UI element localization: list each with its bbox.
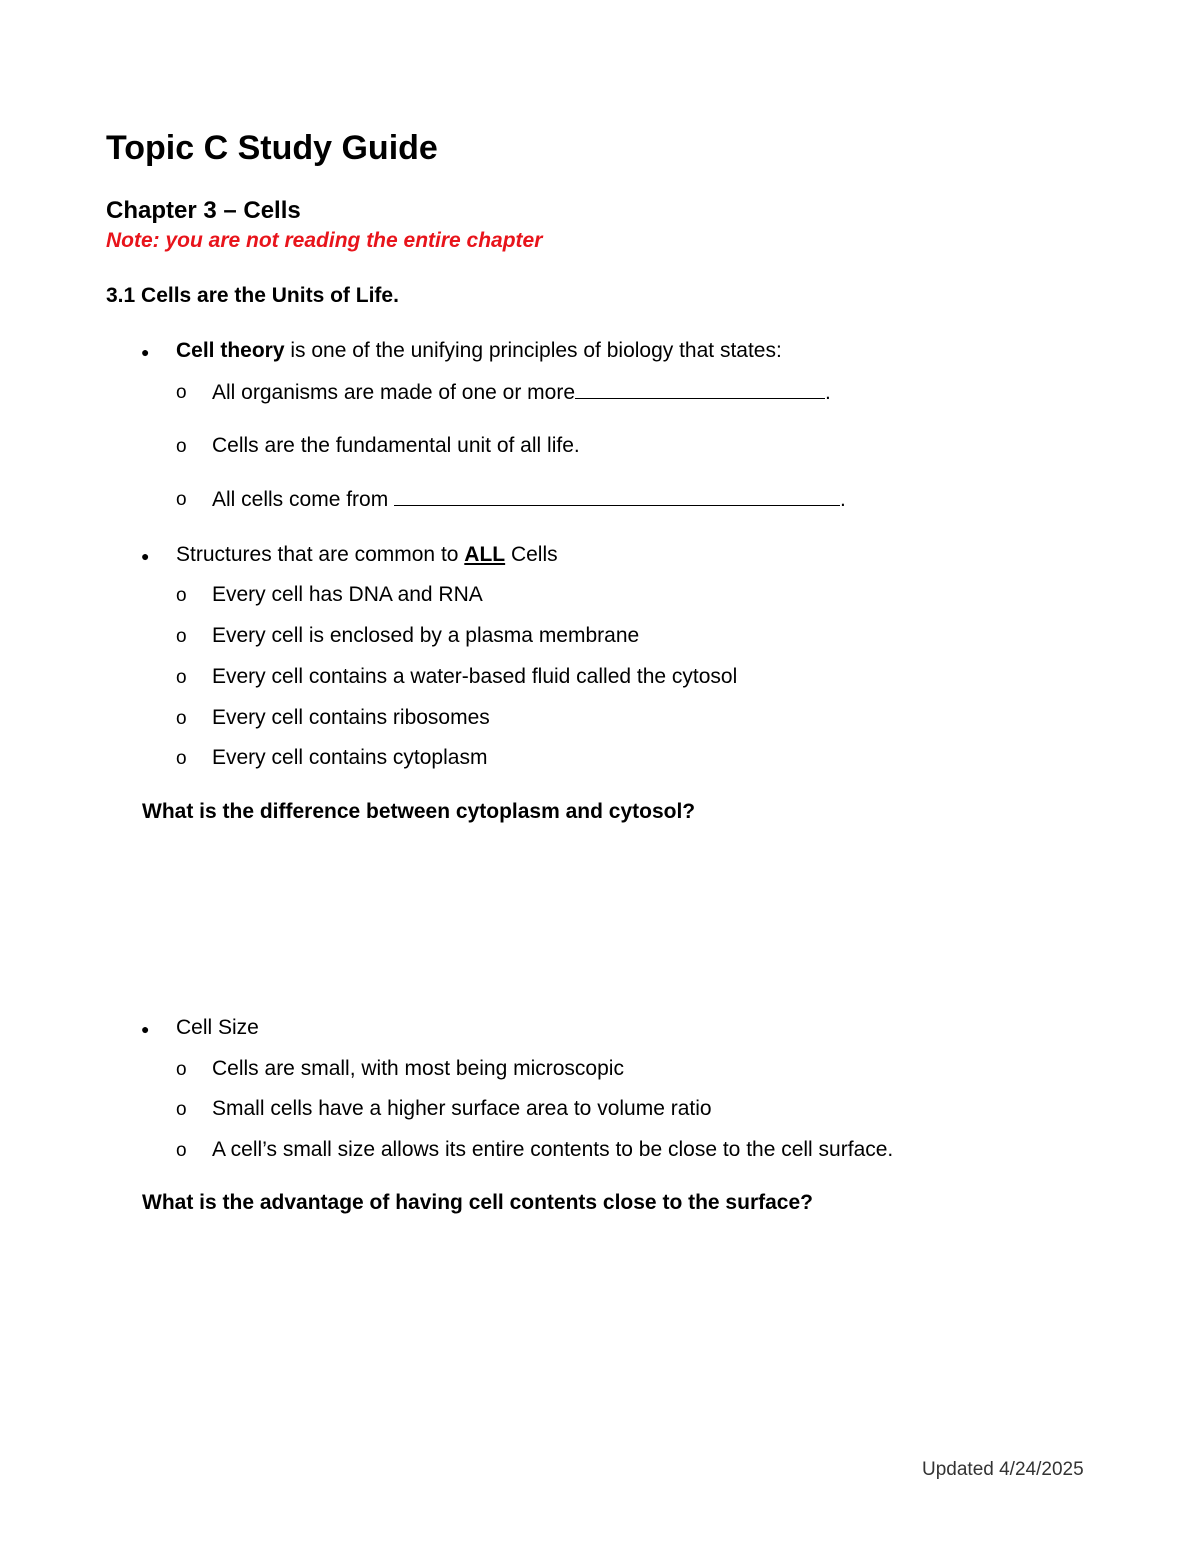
bullet-marker: ● xyxy=(141,1021,150,1037)
sub-bullet-marker: o xyxy=(176,1099,187,1120)
section-heading: 3.1 Cells are the Units of Life. xyxy=(106,284,399,307)
sub-bullet-marker: o xyxy=(176,382,187,403)
cell-theory-term: Cell theory xyxy=(176,339,285,362)
all-emphasis: ALL xyxy=(464,543,506,566)
cell-theory-item: All organisms are made of one or more . xyxy=(212,378,831,407)
sub-bullet-marker: o xyxy=(176,708,187,729)
list-item: Every cell has DNA and RNA xyxy=(212,583,483,606)
page-title: Topic C Study Guide xyxy=(106,129,438,167)
sub-bullet-marker: o xyxy=(176,667,187,688)
list-item: Cells are small, with most being microscopic xyxy=(212,1057,624,1080)
bullet-marker: ● xyxy=(141,548,150,564)
cell-theory-rest: is one of the unifying principles of biology that states: xyxy=(284,339,782,362)
common-structures-heading: Structures that are common to ALL Cells xyxy=(176,543,558,566)
sub-bullet-marker: o xyxy=(176,626,187,647)
sub-bullet-marker: o xyxy=(176,1059,187,1080)
sub-bullet-marker: o xyxy=(176,436,187,457)
list-item: Every cell contains a water-based fluid called the cytosol xyxy=(212,665,738,688)
sub-bullet-marker: o xyxy=(176,748,187,769)
list-item: Every cell contains cytoplasm xyxy=(212,746,488,769)
chapter-heading: Chapter 3 – Cells xyxy=(106,197,301,224)
cell-theory-statement xyxy=(176,337,782,365)
question-cytoplasm-cytosol: What is the difference between cytoplasm and cytosol? xyxy=(142,800,696,823)
question-surface-advantage: What is the advantage of having cell contents close to the surface? xyxy=(142,1191,813,1214)
sub-bullet-marker: o xyxy=(176,489,187,510)
chapter-note: Note: you are not reading the entire chapter xyxy=(106,229,543,252)
bullet-marker: ● xyxy=(141,344,150,360)
cell-size-heading: Cell Size xyxy=(176,1016,259,1039)
sub-bullet-marker: o xyxy=(176,585,187,606)
fill-in-blank[interactable] xyxy=(575,378,825,399)
list-item: A cell’s small size allows its entire contents to be close to the cell surface. xyxy=(212,1138,894,1161)
fill-in-blank[interactable] xyxy=(394,485,840,506)
footer-updated-date: Updated 4/24/2025 xyxy=(922,1459,1084,1480)
list-item: Every cell contains ribosomes xyxy=(212,706,490,729)
list-item: Every cell is enclosed by a plasma membrane xyxy=(212,624,640,647)
cell-theory-item: Cells are the fundamental unit of all life. xyxy=(212,434,580,457)
list-item: Small cells have a higher surface area to volume ratio xyxy=(212,1097,712,1120)
cell-theory-item: All cells come from . xyxy=(212,485,846,514)
sub-bullet-marker: o xyxy=(176,1140,187,1161)
